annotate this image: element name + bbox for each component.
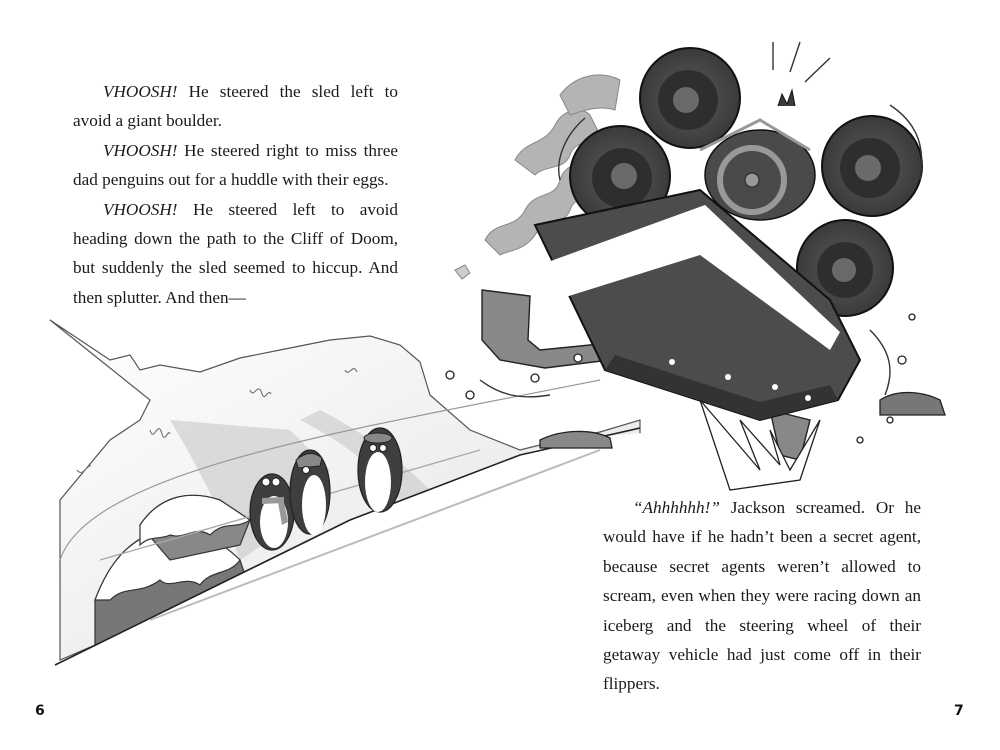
sound-effect: VHOOSH! xyxy=(103,140,178,160)
sound-effect: VHOOSH! xyxy=(103,82,178,101)
paragraph: VHOOSH! He steered left to avoid heading down the path to the Cliff of Doom, but suddenly the sled seemed to hiccup. And then splutter. And then— xyxy=(73,199,398,307)
penguin-scarf xyxy=(250,474,294,550)
paragraph: VHOOSH! He steered the sled left to avoid a giant boulder. xyxy=(73,82,398,131)
right-page-text xyxy=(603,493,921,699)
penguin-cap xyxy=(290,450,330,535)
page-number-right: 7 xyxy=(954,703,964,719)
paragraph: VHOOSH! He steered right to miss three dad penguins out for a huddle with their eggs. xyxy=(73,140,398,190)
page-number-left: 6 xyxy=(35,703,45,719)
sled-car-body xyxy=(535,190,860,420)
exclamation: “Ahhhhhh!” xyxy=(633,498,720,517)
sound-effect: VHOOSH! xyxy=(103,199,178,219)
penguin-hat xyxy=(358,428,402,512)
paragraph: “Ahhhhhh!” Jackson screamed. Or he would have if he hadn’t been a secret agent, because secret agents weren’t allowed to scream, even when they were racing down an iceberg and the steering wheel of their getaway vehicle had just come off in their flippers. xyxy=(603,498,921,694)
wheel-right xyxy=(822,116,922,216)
left-page-text xyxy=(73,77,398,312)
wheel-top xyxy=(640,48,740,148)
